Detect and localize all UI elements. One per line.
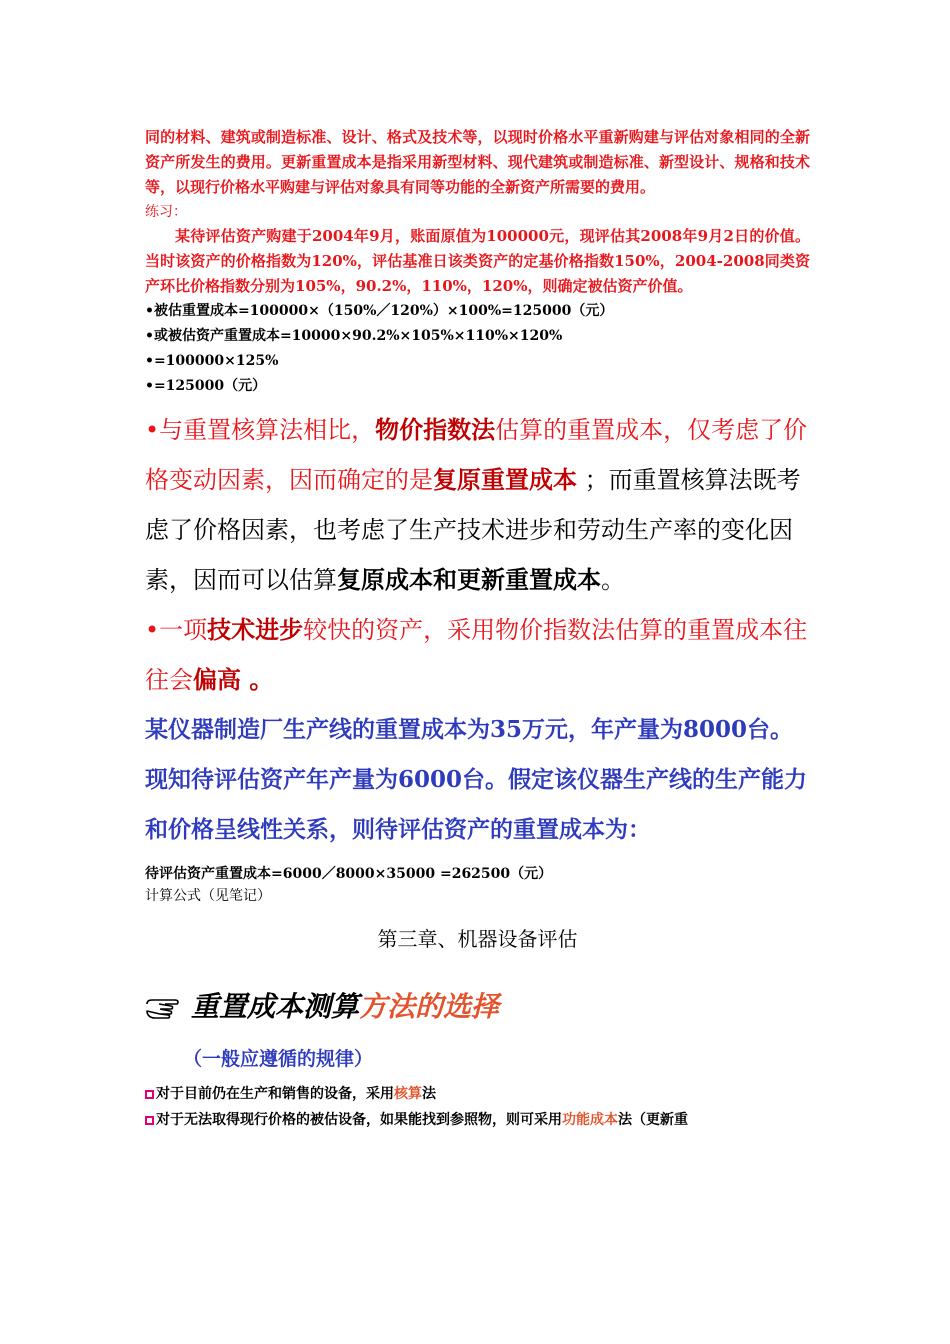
chapter-title: 第三章、机器设备评估 — [377, 927, 578, 951]
list-item: 对于目前仍在生产和销售的设备，采用 核算 法 — [145, 1081, 810, 1107]
checkbox-square-icon — [145, 1090, 154, 1099]
formula-note: 计算公式（见笔记） — [145, 888, 271, 904]
checkbox-square-icon — [145, 1116, 154, 1125]
solution-step-2: •或被估资产重置成本=10000×90.2%×105%×110%×120% — [145, 328, 563, 344]
exercise-question: 某待评估资产购建于2004年9月，账面原值为100000元，现评估其2008年9月2日的价值。当时该资产的价格指数为120%，评估基准日该类资产的定基价格指数150%，2004-2008同类资产环比价格指数分别为105%，90.2%，110%，120%，则确定被估资产价值。 — [145, 227, 810, 295]
solution-step-4: •=125000（元） — [145, 378, 267, 394]
section-subtitle: （一般应遵循的规律） — [183, 1048, 374, 1070]
solution-step-1: •被估重置成本=100000×（150%／120%）×100%=125000（元） — [145, 303, 614, 319]
document-page — [145, 125, 810, 1133]
pointing-hand-icon — [145, 992, 187, 1022]
tech-progress-paragraph: •一项技术进步较快的资产，采用物价指数法估算的重置成本往往会偏高 。 — [145, 615, 808, 694]
comparison-paragraph: •与重置核算法相比，物价指数法估算的重置成本，仅考虑了价格变动因素，因而确定的是复原重置成本 ；而重置核算法既考虑了价格因素，也考虑了生产技术进步和劳动生产率的变化因素，因而可以估算复原成本和更新重置成本。 — [145, 415, 808, 594]
exercise2-question: 某仪器制造厂生产线的重置成本为35万元，年产量为8000台。现知待评估资产年产量为6000台。假定该仪器生产线的生产能力和价格呈线性关系，则待评估资产的重置成本为： — [145, 716, 808, 843]
list-item: 对于无法取得现行价格的被估设备，如果能找到参照物，则可采用 功能成本 法（更新重 — [145, 1107, 810, 1133]
intro-paragraph: 同的材料、建筑或制造标准、设计、格式及技术等，以现时价格水平重新购建与评估对象相同的全新资产所发生的费用。更新重置成本是指采用新型材料、现代建筑或制造标准、新型设计、规格和技术等，以现行价格水平购建与评估对象具有同等功能的全新资产所需要的费用。 — [145, 128, 810, 196]
exercise2-answer: 待评估资产重置成本=6000／8000×35000 =262500（元） — [145, 866, 553, 882]
section-heading: 重置成本测算 方法的选择 — [145, 987, 810, 1027]
exercise-label: 练习： — [145, 204, 187, 220]
solution-step-3: •=100000×125% — [145, 353, 279, 369]
